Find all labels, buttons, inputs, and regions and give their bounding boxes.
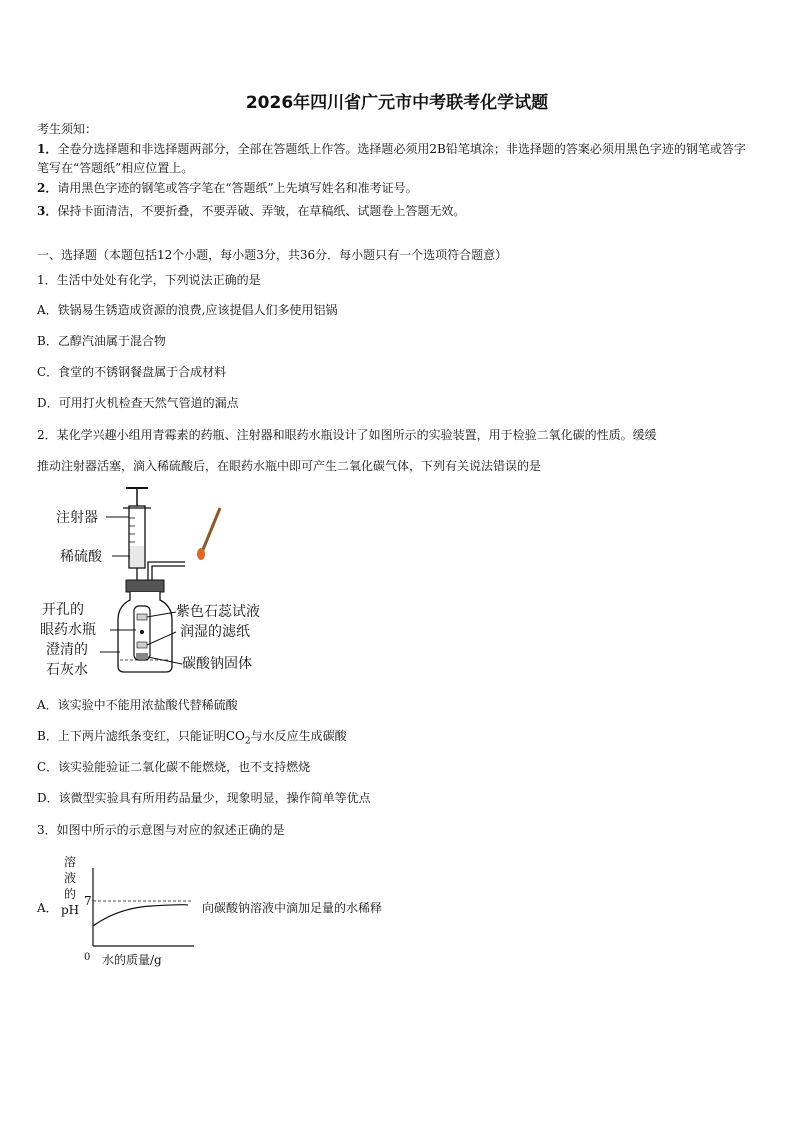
q2-option-b-text: B．上下两片滤纸条变红，只能证明CO — [37, 729, 245, 743]
graph-origin: 0 — [84, 952, 91, 963]
q2-option-b-text-rest: 与水反应生成碳酸 — [250, 729, 347, 743]
match-flame — [197, 548, 205, 560]
label-sodium-carbonate: 碳酸钠固体 — [182, 656, 252, 672]
rubber-stopper — [126, 580, 164, 592]
q1-option-a: A．铁锅易生锈造成资源的浪费,应该提倡人们多使用铝锅 — [37, 303, 338, 317]
q2-stem-line-2: 推动注射器活塞，滴入稀硫酸后，在眼药水瓶中即可产生二氧化碳气体，下列有关说法错误的是 — [37, 459, 542, 473]
sodium-carbonate-solid — [136, 653, 148, 659]
bottle-hole — [140, 630, 144, 634]
notice-item-2 — [37, 180, 418, 196]
q2-stem-line-1: 2．某化学兴趣小组用青霉素的药瓶、注射器和眼药水瓶设计了如图所示的实验装置，用于检验二氧化碳的性质。缓缓 — [37, 428, 657, 442]
notice-item-1 — [37, 140, 757, 178]
graph-y-tick-7: 7 — [84, 894, 92, 908]
notice-item-2-num: 2． — [37, 181, 58, 195]
q1-stem: 1．生活中处处有化学，下列说法正确的是 — [37, 273, 261, 287]
section-heading: 一、选择题（本题包括12个小题，每小题3分，共36分．每小题只有一个选项符合题意） — [37, 248, 508, 262]
q1-option-c: C．食堂的不锈钢餐盘属于合成材料 — [37, 365, 227, 379]
label-litmus-1: 紫色石蕊试液 — [176, 604, 260, 620]
label-bottle-2: 眼药水瓶 — [40, 622, 96, 638]
label-bottle-1: 开孔的 — [42, 602, 84, 618]
graph-xlabel: 水的质量/g — [102, 953, 162, 967]
q2-option-b-subscript: 2 — [244, 736, 251, 747]
label-limewater-2: 石灰水 — [46, 662, 88, 678]
q1-option-b: B．乙醇汽油属于混合物 — [37, 334, 166, 348]
q2-option-c: C．该实验能验证二氧化碳不能燃烧，也不支持燃烧 — [37, 760, 311, 774]
notice-item-1-text: 全卷分选择题和非选择题两部分，全部在答题纸上作答。选择题必须用2B铅笔填涂；非选择题的答案必须用黑色字迹的钢笔或答字笔写在“答题纸”相应位置上。 — [37, 142, 746, 175]
q3-option-a-text: 向碳酸钠溶液中滴加足量的水稀释 — [202, 901, 383, 915]
q1-option-d: D．可用打火机检查天然气管道的漏点 — [37, 396, 239, 410]
q2-option-d: D．该微型实验具有所用药品量少，现象明显，操作简单等优点 — [37, 791, 371, 805]
label-litmus-2: 润湿的滤纸 — [180, 624, 250, 640]
notice-heading: 考生须知： — [37, 122, 98, 136]
filter-paper-lower — [137, 642, 147, 648]
filter-paper-upper — [137, 614, 147, 620]
q2-apparatus-figure — [30, 482, 290, 682]
q2-option-a: A．该实验中不能用浓盐酸代替稀硫酸 — [37, 698, 238, 712]
q3-stem: 3．如图中所示的示意图与对应的叙述正确的是 — [37, 823, 285, 837]
notice-item-3-text: 保持卡面清洁，不要折叠，不要弄破、弄皱，在草稿纸、试题卷上答题无效。 — [57, 204, 466, 218]
label-limewater-1: 澄清的 — [46, 642, 88, 658]
notice-item-3-num: 3． — [37, 204, 58, 218]
graph-ylabel-3: 的 — [64, 887, 77, 901]
match-stick — [202, 508, 220, 552]
page-title: 2026年四川省广元市中考联考化学试题 — [245, 93, 549, 113]
graph-ylabel-1: 溶 — [64, 855, 77, 869]
acid-liquid — [130, 546, 144, 567]
label-acid: 稀硫酸 — [60, 549, 102, 565]
graph-ylabel-4: pH — [61, 903, 80, 917]
graph-curve — [93, 905, 188, 926]
q2-option-b — [37, 728, 347, 749]
q3-option-a-label: A． — [37, 901, 58, 915]
label-syringe: 注射器 — [56, 510, 98, 526]
notice-item-1-num: 1． — [37, 142, 58, 156]
q3-ph-graph — [56, 850, 206, 970]
graph-ylabel-2: 液 — [64, 871, 77, 885]
notice-item-2-text: 请用黑色字迹的钢笔或答字笔在“答题纸”上先填写姓名和准考证号。 — [57, 181, 418, 195]
notice-item-3 — [37, 203, 465, 219]
